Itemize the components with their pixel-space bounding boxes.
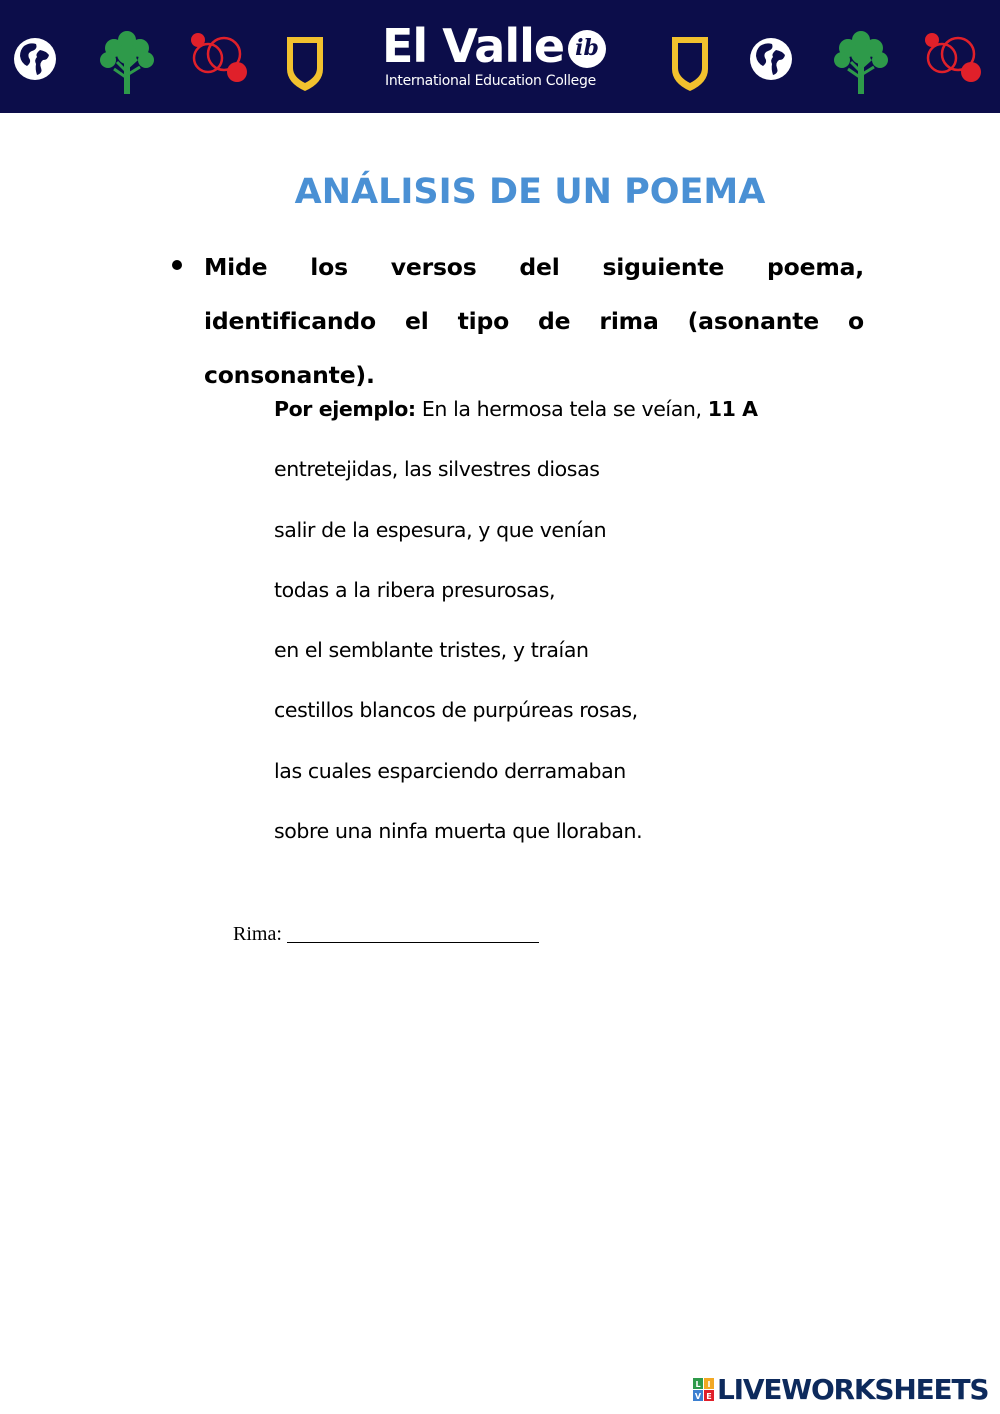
ib-badge-text: ib <box>575 35 599 61</box>
globe-icon <box>736 22 806 96</box>
poem-line: salir de la espesura, y que venían <box>274 517 607 542</box>
poem-line: entretejidas, las silvestres diosas <box>274 457 600 482</box>
poem-line: todas a la ribera presurosas, <box>274 577 556 602</box>
poem-line: cestillos blancos de purpúreas rosas, <box>274 698 638 723</box>
shield-icon <box>655 22 725 96</box>
poem-example-line <box>274 390 758 450</box>
tree-icon <box>92 22 162 96</box>
circles-icon <box>916 22 986 96</box>
poem-line: sobre una ninfa muerta que lloraban. <box>274 819 643 844</box>
ib-badge-icon <box>568 30 606 68</box>
poem-line: las cuales esparciendo derramaban <box>274 758 626 783</box>
svg-text:I: I <box>707 1380 711 1389</box>
rima-label: Rima: <box>233 923 282 945</box>
svg-text:L: L <box>695 1380 701 1389</box>
shield-icon <box>270 22 340 96</box>
liveworksheets-text: LIVEWORKSHEETS <box>717 1373 989 1406</box>
circles-icon <box>182 22 252 96</box>
tree-icon <box>826 22 896 96</box>
example-verse: En la hermosa tela se veían, <box>415 397 708 421</box>
example-label: Por ejemplo: <box>274 397 416 421</box>
liveworksheets-brand <box>693 1374 991 1406</box>
svg-text:V: V <box>694 1392 702 1401</box>
school-logo <box>382 18 622 98</box>
worksheet-title: ANÁLISIS DE UN POEMA <box>294 172 766 212</box>
bullet-icon <box>172 260 182 270</box>
liveworksheets-logo-icon <box>693 1378 715 1402</box>
rima-input-line[interactable] <box>287 922 539 943</box>
poem-line: en el semblante tristes, y traían <box>274 638 589 663</box>
logo-subtitle: International Education College <box>385 73 596 89</box>
instruction-text: Mide los versos del siguiente poema, identificando el tipo de rima (asonante o consonante). <box>204 253 864 389</box>
example-measure: 11 A <box>707 397 758 421</box>
logo-name: El Valle <box>382 19 565 73</box>
globe-icon <box>0 22 70 96</box>
svg-text:E: E <box>706 1392 712 1401</box>
header-banner <box>0 0 1000 113</box>
rima-answer <box>233 922 539 946</box>
poem <box>274 390 758 872</box>
